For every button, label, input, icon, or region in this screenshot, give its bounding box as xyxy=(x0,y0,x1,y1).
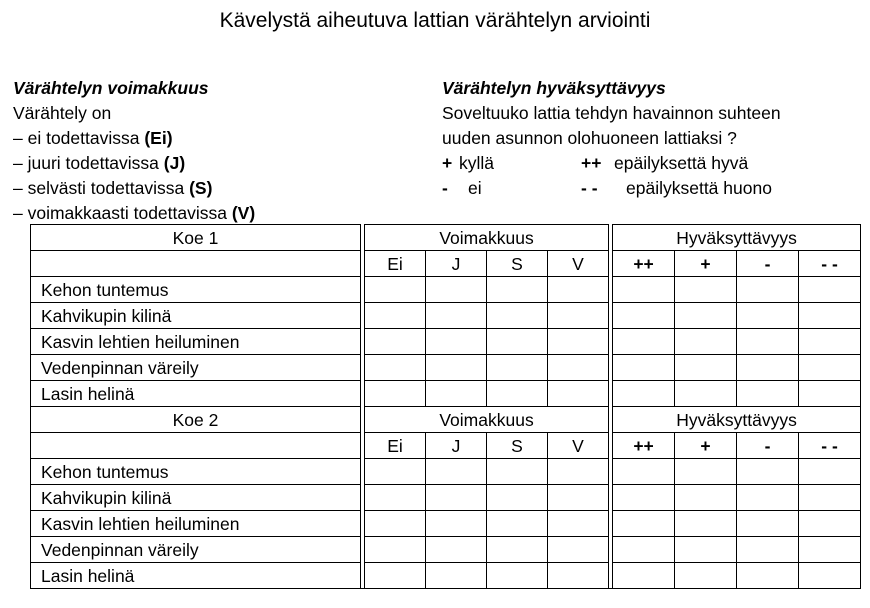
acceptability-answer-cell[interactable] xyxy=(737,459,799,485)
intensity-item xyxy=(13,151,433,176)
intensity-group-header: Voimakkuus xyxy=(365,407,609,433)
intensity-answer-cell[interactable] xyxy=(548,563,609,589)
acceptability-group-header: Hyväksyttävyys xyxy=(613,225,861,251)
intensity-answer-cell[interactable] xyxy=(548,381,609,407)
intensity-answer-cell[interactable] xyxy=(426,277,487,303)
intensity-answer-cell[interactable] xyxy=(426,485,487,511)
acceptability-question-line: uuden asunnon olohuoneen lattiaksi ? xyxy=(442,128,737,148)
observation-label: Vedenpinnan väreily xyxy=(31,537,361,563)
acceptability-answer-cell[interactable] xyxy=(675,329,737,355)
acceptability-answer-cell[interactable] xyxy=(799,381,861,407)
intensity-answer-cell[interactable] xyxy=(365,303,426,329)
table-row xyxy=(31,511,861,537)
intensity-item-text: – selvästi todettavissa xyxy=(13,178,190,198)
intensity-answer-cell[interactable] xyxy=(426,355,487,381)
intensity-column-header: S xyxy=(487,433,548,459)
acceptability-answer-cell[interactable] xyxy=(675,381,737,407)
intensity-column-header: V xyxy=(548,433,609,459)
acceptability-column-header: - xyxy=(737,251,799,277)
table-row xyxy=(31,277,861,303)
acceptability-answer-cell[interactable] xyxy=(675,563,737,589)
intensity-answer-cell[interactable] xyxy=(365,277,426,303)
intensity-answer-cell[interactable] xyxy=(548,303,609,329)
acceptability-answer-cell[interactable] xyxy=(799,355,861,381)
intensity-item-code: (Ei) xyxy=(144,128,173,148)
intensity-answer-cell[interactable] xyxy=(487,563,548,589)
observation-label: Kehon tuntemus xyxy=(31,277,361,303)
observation-label: Kasvin lehtien heiluminen xyxy=(31,329,361,355)
acceptability-column-header: + xyxy=(675,251,737,277)
acceptability-answer-cell[interactable] xyxy=(613,329,675,355)
intensity-column-header: J xyxy=(426,251,487,277)
acceptability-answer-cell[interactable] xyxy=(737,485,799,511)
table-row xyxy=(31,459,861,485)
acceptability-answer-cell[interactable] xyxy=(799,459,861,485)
intensity-item-text: – ei todettavissa xyxy=(13,128,145,148)
intensity-answer-cell[interactable] xyxy=(487,537,548,563)
acceptability-answer-cell[interactable] xyxy=(613,511,675,537)
legend-symbol: ++ xyxy=(581,153,602,173)
test-label: Koe 2 xyxy=(31,407,361,433)
legend-text: ei xyxy=(468,178,482,198)
acceptability-answer-cell[interactable] xyxy=(675,459,737,485)
intensity-answer-cell[interactable] xyxy=(426,563,487,589)
test-header-row xyxy=(31,407,861,433)
acceptability-column-header: - xyxy=(737,433,799,459)
intensity-answer-cell[interactable] xyxy=(426,459,487,485)
acceptability-answer-cell[interactable] xyxy=(613,381,675,407)
acceptability-answer-cell[interactable] xyxy=(737,329,799,355)
empty-label-cell xyxy=(31,251,361,277)
observation-label: Kehon tuntemus xyxy=(31,459,361,485)
observation-label: Lasin helinä xyxy=(31,563,361,589)
acceptability-answer-cell[interactable] xyxy=(737,511,799,537)
acceptability-column-header: + xyxy=(675,433,737,459)
intensity-column-header: Ei xyxy=(365,251,426,277)
intensity-answer-cell[interactable] xyxy=(487,485,548,511)
acceptability-answer-cell[interactable] xyxy=(613,355,675,381)
intensity-answer-cell[interactable] xyxy=(426,381,487,407)
intensity-answer-cell[interactable] xyxy=(548,277,609,303)
column-header-row xyxy=(31,433,861,459)
intensity-column-header: S xyxy=(487,251,548,277)
intensity-answer-cell[interactable] xyxy=(365,537,426,563)
table-row xyxy=(31,485,861,511)
legend-row xyxy=(442,151,867,176)
legend-text: epäilyksettä hyvä xyxy=(614,153,749,173)
intensity-item xyxy=(13,176,433,201)
legend-symbol: - - xyxy=(581,178,598,198)
acceptability-answer-cell[interactable] xyxy=(737,537,799,563)
acceptability-column-header: ++ xyxy=(613,433,675,459)
acceptability-column-header: - - xyxy=(799,251,861,277)
intensity-item-code: (J) xyxy=(163,153,186,173)
legend-symbol: - xyxy=(442,178,448,198)
intensity-answer-cell[interactable] xyxy=(548,511,609,537)
acceptability-answer-cell[interactable] xyxy=(799,485,861,511)
legend-symbol: + xyxy=(442,153,453,173)
intensity-heading: Värähtelyn voimakkuus xyxy=(13,78,209,98)
intensity-item-code: (S) xyxy=(189,178,213,198)
intensity-item-code: (V) xyxy=(231,203,256,223)
table-row xyxy=(31,303,861,329)
acceptability-answer-cell[interactable] xyxy=(613,563,675,589)
table-row xyxy=(31,355,861,381)
intensity-item xyxy=(13,126,433,151)
acceptability-answer-cell[interactable] xyxy=(613,277,675,303)
intensity-group-header: Voimakkuus xyxy=(365,225,609,251)
intensity-answer-cell[interactable] xyxy=(426,303,487,329)
acceptability-column-header: - - xyxy=(799,433,861,459)
table-row xyxy=(31,537,861,563)
acceptability-answer-cell[interactable] xyxy=(613,537,675,563)
intensity-answer-cell[interactable] xyxy=(365,381,426,407)
page-title: Kävelystä aiheutuva lattian värähtelyn arviointi xyxy=(219,9,651,32)
table-row xyxy=(31,563,861,589)
empty-label-cell xyxy=(31,433,361,459)
acceptability-answer-cell[interactable] xyxy=(675,511,737,537)
observation-label: Lasin helinä xyxy=(31,381,361,407)
intensity-intro: Värähtely on xyxy=(13,103,112,123)
acceptability-answer-cell[interactable] xyxy=(675,355,737,381)
intensity-answer-cell[interactable] xyxy=(548,329,609,355)
test-header-row xyxy=(31,225,861,251)
acceptability-answer-cell[interactable] xyxy=(737,563,799,589)
intensity-answer-cell[interactable] xyxy=(487,303,548,329)
acceptability-answer-cell[interactable] xyxy=(613,459,675,485)
intensity-answer-cell[interactable] xyxy=(365,511,426,537)
intensity-answer-cell[interactable] xyxy=(487,355,548,381)
intensity-answer-cell[interactable] xyxy=(365,329,426,355)
intensity-answer-cell[interactable] xyxy=(365,355,426,381)
intensity-answer-cell[interactable] xyxy=(365,485,426,511)
acceptability-answer-cell[interactable] xyxy=(613,485,675,511)
observation-label: Kahvikupin kilinä xyxy=(31,303,361,329)
intensity-answer-cell[interactable] xyxy=(487,277,548,303)
acceptability-answer-cell[interactable] xyxy=(675,537,737,563)
test-label: Koe 1 xyxy=(31,225,361,251)
intensity-answer-cell[interactable] xyxy=(365,563,426,589)
intensity-answer-cell[interactable] xyxy=(487,329,548,355)
acceptability-answer-cell[interactable] xyxy=(675,277,737,303)
observation-label: Vedenpinnan väreily xyxy=(31,355,361,381)
acceptability-answer-cell[interactable] xyxy=(799,303,861,329)
acceptability-heading: Värähtelyn hyväksyttävyys xyxy=(442,78,666,98)
acceptability-answer-cell[interactable] xyxy=(799,563,861,589)
acceptability-answer-cell[interactable] xyxy=(675,485,737,511)
intensity-answer-cell[interactable] xyxy=(487,381,548,407)
acceptability-answer-cell[interactable] xyxy=(799,537,861,563)
observation-label: Kasvin lehtien heiluminen xyxy=(31,511,361,537)
intensity-answer-cell[interactable] xyxy=(487,511,548,537)
table-row xyxy=(31,329,861,355)
table-row xyxy=(31,381,861,407)
intensity-answer-cell[interactable] xyxy=(487,459,548,485)
acceptability-group-header: Hyväksyttävyys xyxy=(613,407,861,433)
evaluation-table xyxy=(30,224,861,589)
intensity-column-header: J xyxy=(426,433,487,459)
acceptability-answer-cell[interactable] xyxy=(737,355,799,381)
intensity-answer-cell[interactable] xyxy=(548,459,609,485)
acceptability-answer-cell[interactable] xyxy=(675,303,737,329)
intensity-answer-cell[interactable] xyxy=(426,511,487,537)
acceptability-answer-cell[interactable] xyxy=(613,303,675,329)
intensity-item xyxy=(13,201,433,226)
intensity-answer-cell[interactable] xyxy=(548,485,609,511)
acceptability-column-header: ++ xyxy=(613,251,675,277)
acceptability-section xyxy=(442,76,867,201)
intensity-item-text: – juuri todettavissa xyxy=(13,153,164,173)
intensity-answer-cell[interactable] xyxy=(426,329,487,355)
acceptability-answer-cell[interactable] xyxy=(799,277,861,303)
intensity-answer-cell[interactable] xyxy=(426,537,487,563)
intensity-column-header: V xyxy=(548,251,609,277)
acceptability-answer-cell[interactable] xyxy=(737,277,799,303)
column-header-row xyxy=(31,251,861,277)
legend-text: kyllä xyxy=(459,153,495,173)
acceptability-question-line: Soveltuuko lattia tehdyn havainnon suhteen xyxy=(442,103,781,123)
intensity-answer-cell[interactable] xyxy=(548,537,609,563)
acceptability-answer-cell[interactable] xyxy=(799,329,861,355)
legend-row xyxy=(442,176,867,201)
intensity-answer-cell[interactable] xyxy=(365,459,426,485)
legend-text: epäilyksettä huono xyxy=(626,178,772,198)
observation-label: Kahvikupin kilinä xyxy=(31,485,361,511)
intensity-column-header: Ei xyxy=(365,433,426,459)
intensity-section xyxy=(13,76,433,226)
acceptability-answer-cell[interactable] xyxy=(799,511,861,537)
acceptability-answer-cell[interactable] xyxy=(737,303,799,329)
intensity-answer-cell[interactable] xyxy=(548,355,609,381)
acceptability-answer-cell[interactable] xyxy=(737,381,799,407)
intensity-item-text: – voimakkaasti todettavissa xyxy=(13,203,232,223)
